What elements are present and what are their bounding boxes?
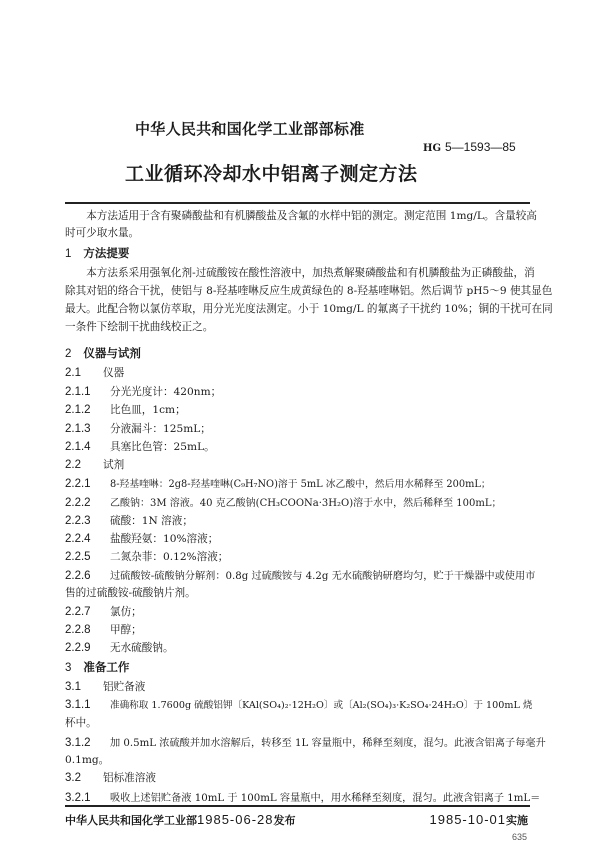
clause-number: 2.2.2 bbox=[65, 497, 91, 509]
clause-number: 3.1 bbox=[65, 681, 81, 693]
page-number: 635 bbox=[512, 832, 528, 842]
document-title: 工业循环冷却水中铝离子测定方法 bbox=[125, 163, 418, 185]
clause-text: 铝贮备液 bbox=[103, 681, 146, 693]
clause-2-1-2 bbox=[65, 402, 186, 417]
clause-text: 加 0.5mL 浓硫酸并加水溶解后，转移至 1L 容量瓶中，稀释至刻度，混匀。此液含铝离子每毫升 bbox=[110, 738, 546, 749]
clause-number: 2.2.8 bbox=[65, 624, 91, 636]
clause-3-2-1 bbox=[65, 789, 540, 804]
paragraph-line: 除其对铝的络合干扰，使铝与 8-羟基喹啉反应生成黄绿色的 8-羟基喹啉铝。然后调节 pH5～9 使其显色 bbox=[65, 285, 553, 297]
clause-number: 2.2.4 bbox=[65, 533, 91, 545]
section-heading-1 bbox=[65, 245, 129, 261]
clause-3-1 bbox=[65, 679, 145, 694]
clause-number: 2.1.1 bbox=[65, 386, 91, 398]
clause-number: 2.2.6 bbox=[65, 570, 91, 582]
section-heading-2 bbox=[65, 345, 141, 361]
clause-3-1-2 bbox=[65, 734, 546, 749]
section-heading-3 bbox=[65, 659, 129, 675]
section-number: 1 bbox=[65, 248, 72, 260]
clause-2-1-1 bbox=[65, 384, 221, 399]
clause-2-2-2 bbox=[65, 494, 501, 509]
clause-text: 硫酸：1N 溶液； bbox=[110, 515, 193, 527]
clause-text: 过硫酸铵-硫酸钠分解剂：0.8g 过硫酸铵与 4.2g 无水硫酸钠研磨均匀，贮于干燥器中或使用市 bbox=[110, 571, 536, 582]
clause-number: 2.2.1 bbox=[65, 478, 91, 490]
clause-2-2-7 bbox=[65, 604, 142, 619]
clause-3-1-1 bbox=[65, 697, 532, 711]
clause-number: 3.2.1 bbox=[65, 792, 91, 804]
section-number: 2 bbox=[65, 348, 72, 360]
effective-label: 实施 bbox=[506, 814, 528, 827]
issue-info bbox=[65, 812, 296, 828]
clause-text: 分光光度计：420nm； bbox=[110, 386, 222, 398]
section-title: 仪器与试剂 bbox=[83, 346, 141, 360]
clause-text: 比色皿，1cm； bbox=[110, 404, 186, 416]
clause-text: 盐酸羟氨：10%溶液； bbox=[110, 533, 219, 545]
footer-issuer: 中华人民共和国化学工业部 bbox=[65, 814, 197, 827]
clause-text: 乙酸钠：3M 溶液。40 克乙酸钠(CH₃COONa·3H₂O)溶于水中，然后稀释至 100mL； bbox=[110, 498, 502, 509]
effective-info bbox=[430, 812, 529, 828]
top-divider bbox=[65, 202, 530, 204]
clause-number: 2.2.5 bbox=[65, 551, 91, 563]
clause-text: 甲醇； bbox=[110, 624, 142, 636]
standard-code bbox=[423, 140, 516, 154]
clause-2-2-9 bbox=[65, 640, 174, 655]
clause-text: 铝标准溶液 bbox=[103, 772, 156, 784]
clause-3-1-1-cont bbox=[65, 715, 97, 730]
clause-text: 分液漏斗：125mL； bbox=[110, 423, 211, 435]
clause-text: 二氮杂菲：0.12%溶液； bbox=[110, 551, 229, 563]
clause-2-2 bbox=[65, 457, 124, 472]
paragraph-line: 最大。此配合物以氯仿萃取，用分光光度法测定。小于 10mg/L 的氟离子干扰约 10%；铜的干扰可在同 bbox=[65, 303, 553, 315]
bottom-divider bbox=[65, 805, 530, 807]
clause-number: 2.1 bbox=[65, 367, 81, 379]
clause-number: 2.2.9 bbox=[65, 642, 91, 654]
issue-date: 1985-06-28 bbox=[197, 812, 274, 827]
clause-number: 3.1.2 bbox=[65, 737, 91, 749]
clause-number: 2.2 bbox=[65, 459, 81, 471]
clause-2-2-3 bbox=[65, 513, 193, 528]
clause-2-2-6 bbox=[65, 567, 535, 582]
clause-2-1-3 bbox=[65, 421, 211, 436]
clause-number: 3.2 bbox=[65, 772, 81, 784]
clause-text: 0.1mg。 bbox=[65, 754, 110, 766]
paragraph-line: 一条件下绘制干扰曲线校正之。 bbox=[65, 321, 214, 333]
clause-text: 氯仿； bbox=[110, 606, 142, 618]
clause-number: 3.1.1 bbox=[65, 699, 91, 711]
clause-number: 2.2.7 bbox=[65, 606, 91, 618]
clause-2-1 bbox=[65, 365, 124, 380]
clause-text: 准确称取 1.7600g 硫酸铝钾〔KAl(SO₄)₂·12H₂O〕或〔Al₂(SO₄)₃·K₂SO₄·24H₂O〕于 100mL 烧 bbox=[110, 700, 533, 711]
section-title: 准备工作 bbox=[83, 660, 130, 674]
clause-number: 2.1.3 bbox=[65, 423, 91, 435]
clause-text: 试剂 bbox=[103, 459, 125, 471]
intro-line: 本方法适用于含有聚磷酸盐和有机膦酸盐及含氟的水样中铝的测定。测定范围 1mg/L。含量较高 bbox=[65, 210, 537, 222]
clause-text: 吸收上述铝贮备液 10mL 于 100mL 容量瓶中，用水稀释至刻度，混匀。此液含铝离子 1mL＝ bbox=[110, 793, 541, 804]
clause-text: 杯中。 bbox=[65, 717, 97, 729]
clause-text: 仪器 bbox=[103, 367, 125, 379]
effective-date: 1985-10-01 bbox=[429, 812, 506, 827]
intro-line: 时可少取水量。 bbox=[65, 227, 140, 239]
issue-label: 发布 bbox=[273, 814, 296, 827]
issuer-heading: 中华人民共和国化学工业部部标准 bbox=[135, 120, 365, 138]
clause-number: 2.1.2 bbox=[65, 404, 91, 416]
clause-number: 2.2.3 bbox=[65, 515, 91, 527]
clause-3-2 bbox=[65, 770, 156, 785]
clause-text: 8-羟基喹啉：2g8-羟基喹啉(C₉H₇NO)溶于 5mL 冰乙酸中，然后用水稀释至 200mL； bbox=[110, 479, 491, 490]
clause-2-2-6-cont bbox=[65, 585, 196, 600]
clause-2-2-8 bbox=[65, 622, 142, 637]
clause-text: 无水硫酸钠。 bbox=[110, 642, 174, 654]
clause-3-1-2-cont bbox=[65, 752, 109, 767]
clause-2-2-4 bbox=[65, 531, 218, 546]
section-number: 3 bbox=[65, 662, 72, 674]
clause-number: 2.1.4 bbox=[65, 441, 91, 453]
clause-2-2-1 bbox=[65, 476, 491, 490]
clause-2-1-4 bbox=[65, 439, 215, 454]
standard-code-prefix: HG bbox=[423, 143, 441, 154]
clause-text: 售的过硫酸铵-硫酸钠片剂。 bbox=[65, 587, 196, 599]
paragraph-line: 本方法系采用强氧化剂-过硫酸铵在酸性溶液中，加热煮解聚磷酸盐和有机膦酸盐为正磷酸盐，消 bbox=[65, 267, 535, 279]
clause-2-2-5 bbox=[65, 549, 228, 564]
clause-text: 具塞比色管：25mL。 bbox=[110, 441, 215, 453]
standard-code-number: 5—1593—85 bbox=[445, 140, 516, 154]
section-title: 方法提要 bbox=[83, 246, 130, 260]
